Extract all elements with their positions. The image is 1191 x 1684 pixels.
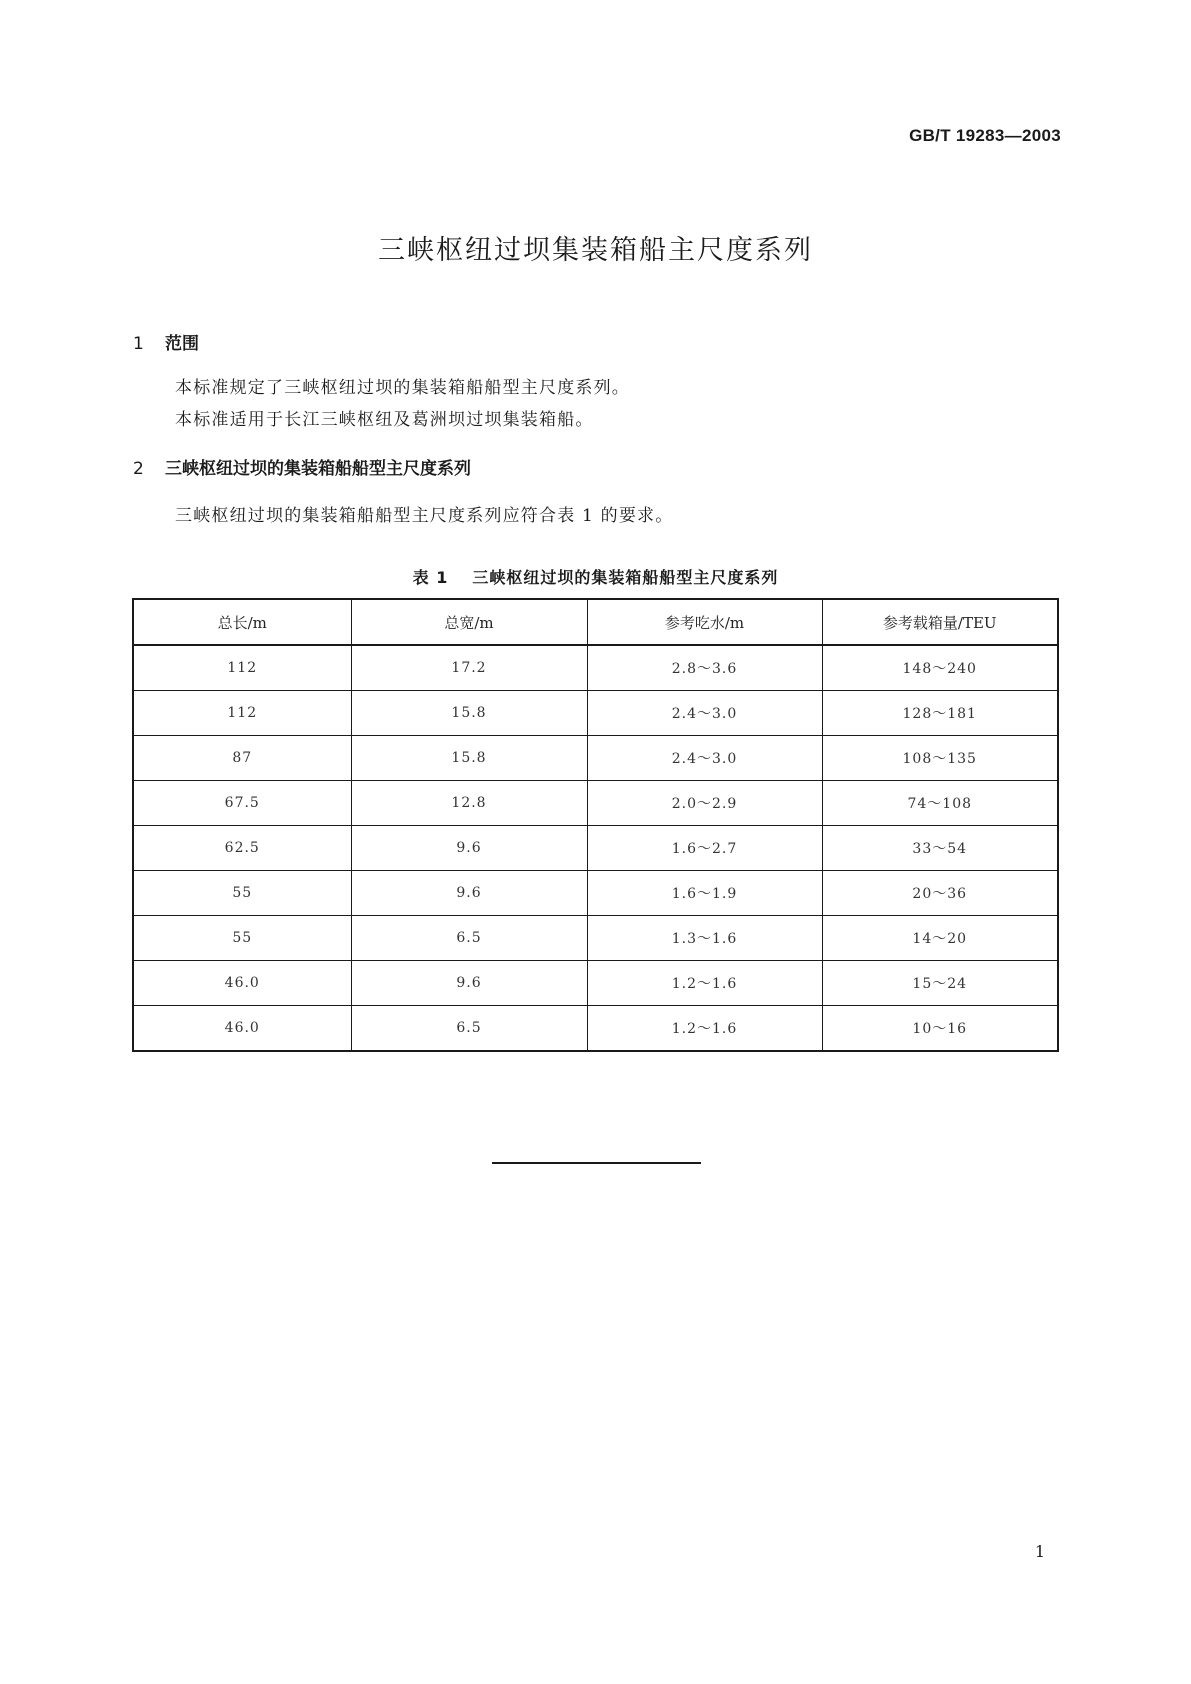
table-row	[133, 826, 1058, 871]
cell-width: 15.8	[351, 736, 587, 781]
cell-width: 9.6	[351, 961, 587, 1006]
header-reference-capacity: 参考载箱量/TEU	[822, 599, 1058, 645]
page-number: 1	[1034, 1542, 1045, 1561]
cell-length: 112	[133, 691, 351, 736]
cell-length: 46.0	[133, 1006, 351, 1052]
table-row	[133, 871, 1058, 916]
cell-length: 67.5	[133, 781, 351, 826]
cell-length: 55	[133, 916, 351, 961]
standard-code: GB/T 19283—2003	[909, 126, 1061, 145]
cell-capacity: 20～36	[822, 871, 1058, 916]
section-1-title: 范围	[165, 334, 199, 354]
table-caption-label: 表 1	[412, 568, 449, 587]
table-caption	[0, 565, 1191, 588]
table-header-row	[133, 599, 1058, 645]
cell-length: 87	[133, 736, 351, 781]
cell-length: 112	[133, 645, 351, 691]
cell-capacity: 108～135	[822, 736, 1058, 781]
cell-length: 62.5	[133, 826, 351, 871]
table-row	[133, 1006, 1058, 1052]
cell-draft: 1.6～2.7	[587, 826, 822, 871]
cell-capacity: 128～181	[822, 691, 1058, 736]
cell-draft: 1.6～1.9	[587, 871, 822, 916]
cell-draft: 2.4～3.0	[587, 691, 822, 736]
dimension-table	[132, 598, 1059, 1052]
table-row	[133, 736, 1058, 781]
section-2-title: 三峡枢纽过坝的集装箱船船型主尺度系列	[165, 459, 471, 479]
cell-length: 46.0	[133, 961, 351, 1006]
cell-capacity: 74～108	[822, 781, 1058, 826]
cell-draft: 1.2～1.6	[587, 961, 822, 1006]
cell-draft: 2.8～3.6	[587, 645, 822, 691]
cell-width: 12.8	[351, 781, 587, 826]
cell-width: 17.2	[351, 645, 587, 691]
document-title: 三峡枢纽过坝集装箱船主尺度系列	[378, 235, 813, 266]
section-1-number: 1	[133, 334, 144, 354]
section-2-heading	[133, 454, 471, 479]
section-1-paragraph-2: 本标准适用于长江三峡枢纽及葛洲坝过坝集装箱船。	[175, 410, 594, 430]
cell-width: 15.8	[351, 691, 587, 736]
section-2-number: 2	[133, 459, 144, 479]
cell-width: 9.6	[351, 871, 587, 916]
table-caption-title: 三峡枢纽过坝的集装箱船船型主尺度系列	[472, 568, 779, 587]
cell-width: 6.5	[351, 916, 587, 961]
cell-width: 6.5	[351, 1006, 587, 1052]
end-of-document-rule	[492, 1162, 701, 1164]
cell-capacity: 14～20	[822, 916, 1058, 961]
cell-draft: 1.3～1.6	[587, 916, 822, 961]
cell-draft: 2.4～3.0	[587, 736, 822, 781]
section-1-paragraph-1: 本标准规定了三峡枢纽过坝的集装箱船船型主尺度系列。	[175, 378, 630, 398]
cell-width: 9.6	[351, 826, 587, 871]
table-row	[133, 691, 1058, 736]
table-row	[133, 916, 1058, 961]
cell-draft: 2.0～2.9	[587, 781, 822, 826]
section-1-heading	[133, 329, 199, 354]
cell-capacity: 15～24	[822, 961, 1058, 1006]
section-2-paragraph-1: 三峡枢纽过坝的集装箱船船型主尺度系列应符合表 1 的要求。	[175, 506, 674, 526]
header-overall-width: 总宽/m	[351, 599, 587, 645]
cell-capacity: 10～16	[822, 1006, 1058, 1052]
cell-capacity: 33～54	[822, 826, 1058, 871]
table-row	[133, 781, 1058, 826]
cell-capacity: 148～240	[822, 645, 1058, 691]
cell-length: 55	[133, 871, 351, 916]
header-overall-length: 总长/m	[133, 599, 351, 645]
header-reference-draft: 参考吃水/m	[587, 599, 822, 645]
cell-draft: 1.2～1.6	[587, 1006, 822, 1052]
table-row	[133, 645, 1058, 691]
table-row	[133, 961, 1058, 1006]
